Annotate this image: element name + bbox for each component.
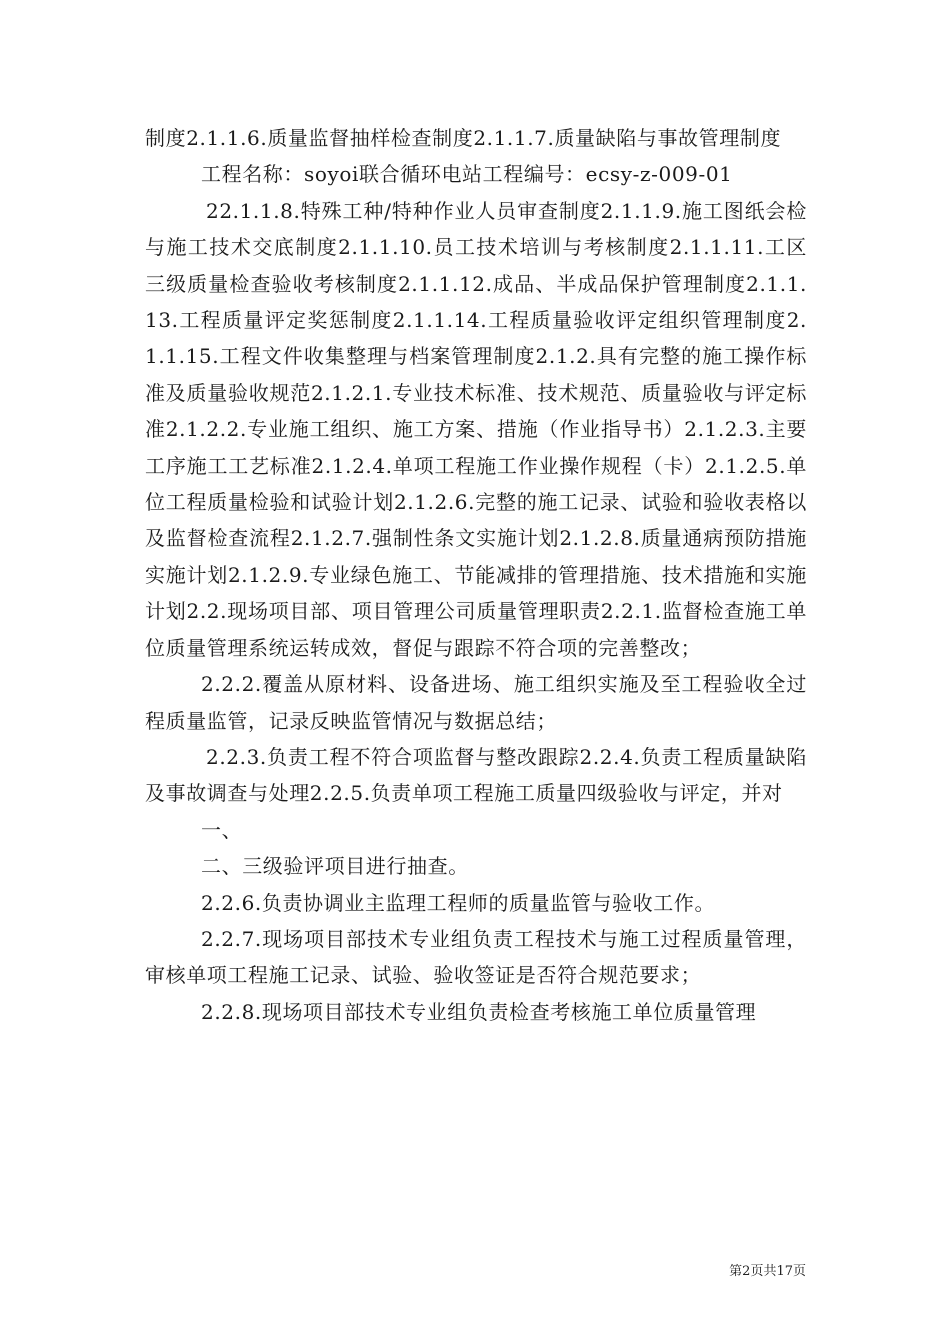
paragraph-continuation: 制度2.1.1.6.质量监督抽样检查制度2.1.1.7.质量缺陷与事故管理制度 bbox=[145, 126, 782, 150]
paragraph-2-2-7: 2.2.7.现场项目部技术专业组负责工程技术与施工过程质量管理，审核单项工程施工记录、试验、验收签证是否符合规范要求； bbox=[145, 926, 807, 988]
page-number: 第2页共17页 bbox=[729, 1264, 806, 1279]
paragraph-2-2-2: 2.2.2.覆盖从原材料、设备进场、施工组织实施及至工程验收全过程质量监管，记录反映监管情况与数据总结； bbox=[145, 672, 807, 733]
paragraph-management-systems: 22.1.1.8.特殊工种/特种作业人员审查制度2.1.1.9.施工图纸会检与施工技术交底制度2.1.1.10.员工技术培训与考核制度2.1.1.11.工区三级质量检查验收考核制度2.1.1.12.成品、半成品保护管理制度2.1.1.13.工程质量评定奖惩制度2.1.1.14.工程质量验收评定组织管理制度2.1.1.15.工程文件收集整理与档案管理制度2.1.2.具有完整的施工操作标准及质量验收规范2.1.2.1.专业技术标准、技术规范、质量验收与评定标准2.1.2.2.专业施工组织、施工方案、措施（作业指导书）2.1.2.3.主要工序施工工艺标准2.1.2.4.单项工程施工作业操作规程（卡）2.1.2.5.单位工程质量检验和试验计划2.1.2.6.完整的施工记录、试验和验收表格以及监督检查流程2.1.2.7.强制性条文实施计划2.1.2.8.质量通病预防措施实施计划2.1.2.9.专业绿色施工、节能减排的管理措施、技术措施和实施计划2.2.现场项目部、项目管理公司质量管理职责2.2.1.监督检查施工单位质量管理系统运转成效，督促与跟踪不符合项的完善整改； bbox=[145, 198, 808, 660]
paragraph-item-one: 一、 bbox=[201, 817, 243, 842]
paragraph-2-2-6: 2.2.6.负责协调业主监理工程师的质量监管与验收工作。 bbox=[201, 890, 716, 915]
paragraph-project-name: 工程名称：soyoi联合循环电站工程编号：ecsy-z-009-01 bbox=[201, 162, 733, 187]
document-body bbox=[145, 120, 807, 1030]
paragraph-2-2-8: 2.2.8.现场项目部技术专业组负责检查考核施工单位质量管理 bbox=[201, 999, 757, 1024]
paragraph-2-2-3: 2.2.3.负责工程不符合项监督与整改跟踪2.2.4.负责工程质量缺陷及事故调查与处理2.2.5.负责单项工程施工质量四级验收与评定，并对 bbox=[145, 744, 807, 806]
paragraph-item-two: 二、三级验评项目进行抽查。 bbox=[201, 854, 469, 879]
